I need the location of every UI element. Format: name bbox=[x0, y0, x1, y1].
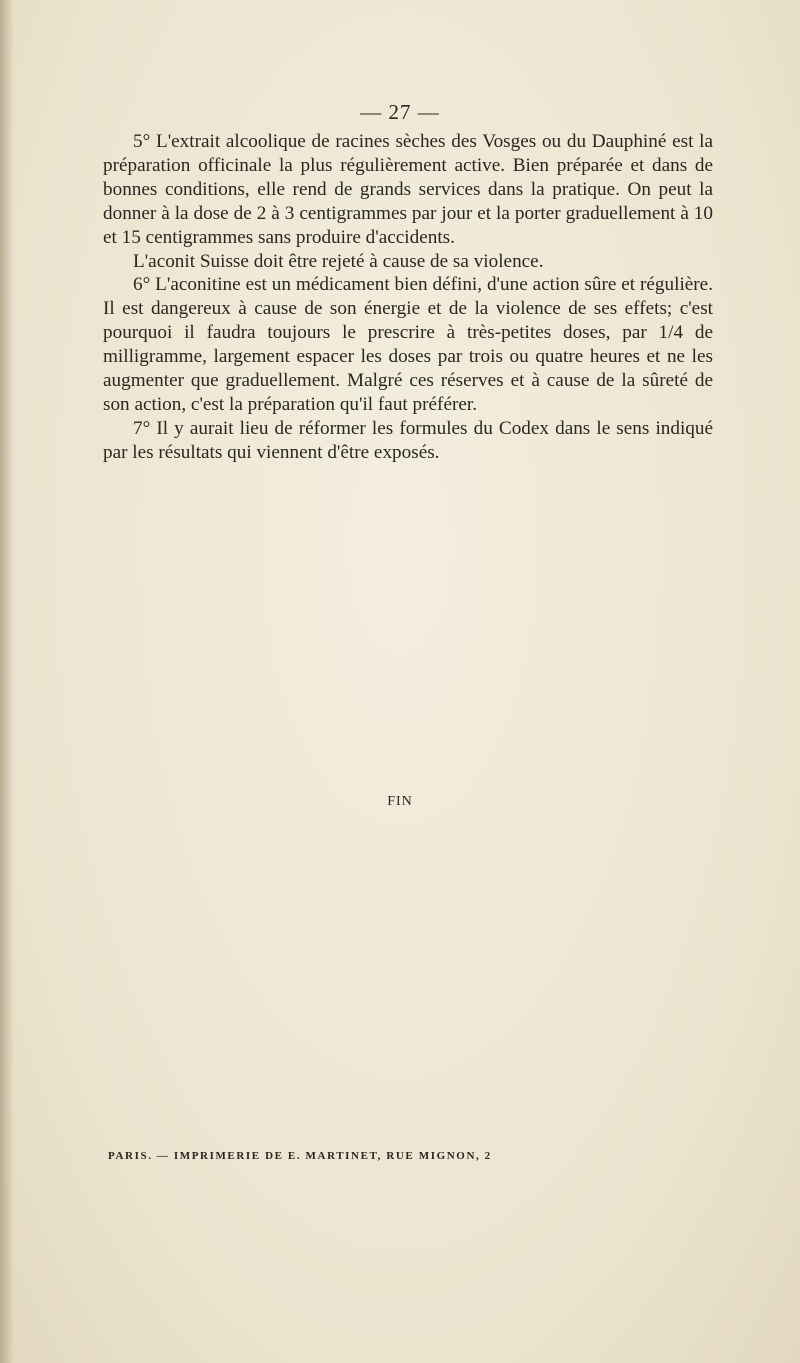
paragraph-6: 6° L'aconitine est un médicament bien défini, d'une action sûre et régulière. Il est dangereux à cause de son énergie et de la violence de ses effets; c'est pourquoi il faudra toujours le prescrire à très-petites doses, par 1/4 de milligramme, largement espacer les doses par trois ou quatre heures et ne les augmenter que graduellement. Malgré ces réserves et à cause de la sûreté de son action, c'est la préparation qu'il faut préférer. bbox=[103, 274, 713, 415]
paragraph-5: 5° L'extrait alcoolique de racines sèches des Vosges ou du Dauphiné est la préparation officinale la plus régulièrement active. Bien préparée et dans de bonnes conditions, elle rend de grands services dans la pratique. On peut la donner à la dose de 2 à 3 centigrammes par jour et la porter graduellement à 10 et 15 centigrammes sans produire d'accidents. bbox=[103, 131, 713, 248]
page-number: — 27 — bbox=[360, 100, 440, 124]
page-edge-shadow bbox=[0, 0, 14, 1363]
paragraph-7: 7° Il y aurait lieu de réformer les formules du Codex dans le sens indiqué par les résultats qui viennent d'être exposés. bbox=[103, 417, 713, 463]
printer-imprint: PARIS. — IMPRIMERIE DE E. MARTINET, RUE MIGNON, 2 bbox=[108, 1150, 492, 1162]
body-text bbox=[103, 130, 713, 465]
end-marker: FIN bbox=[387, 794, 413, 809]
paragraph-aconit-suisse: L'aconit Suisse doit être rejeté à cause de sa violence. bbox=[133, 250, 544, 272]
